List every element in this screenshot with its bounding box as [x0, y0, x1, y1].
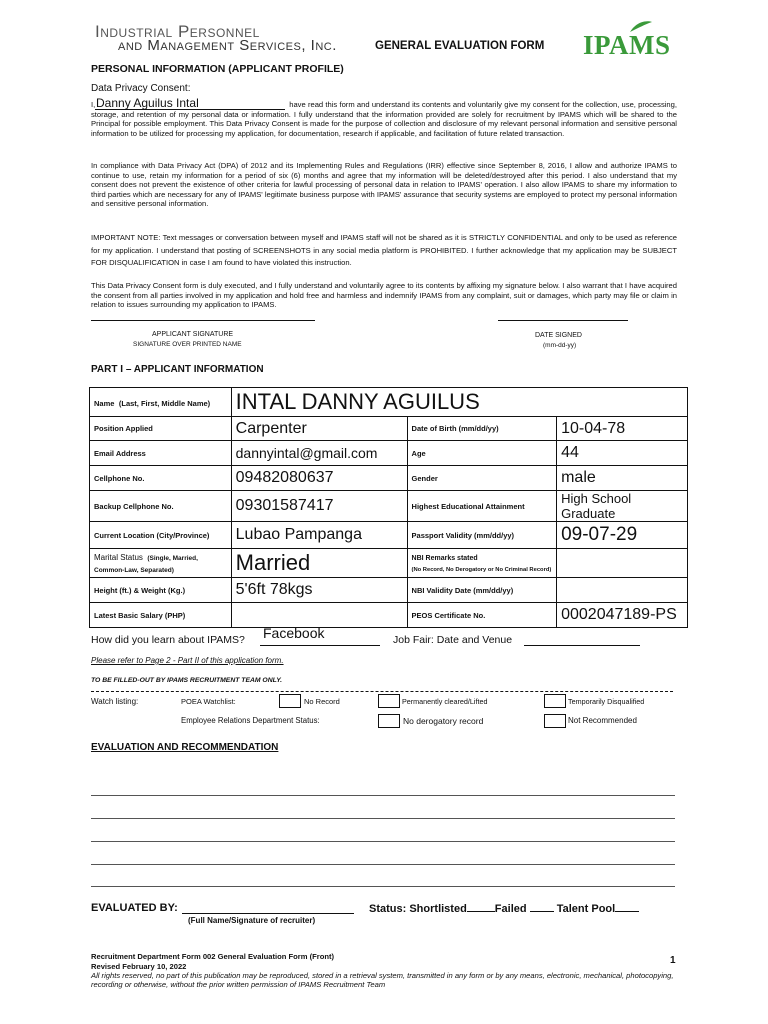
footer-rights: All rights reserved, no part of this publication may be reproduced, stored in a retrieval system, transmitted in any form or by any means, electronic, mechanical, photocopying, recording or otherwise, without the prior written permission of IPAMS Recruitment Team: [91, 971, 674, 989]
salary-label: Latest Basic Salary (PHP): [90, 603, 232, 628]
table-row: [90, 441, 688, 466]
page-number: 1: [670, 955, 676, 966]
education-field[interactable]: High School Graduate: [557, 491, 688, 522]
education-label: Highest Educational Attainment: [407, 491, 557, 522]
form-title: GENERAL EVALUATION FORM: [375, 40, 545, 52]
passport-label: Passport Validity (mm/dd/yy): [407, 522, 557, 549]
gender-field[interactable]: male: [557, 466, 688, 491]
name-hint: (Last, First, Middle Name): [118, 399, 211, 408]
no-derogatory-label: No derogatory record: [403, 716, 484, 726]
company-name-line2: and Management Services, Inc.: [118, 37, 337, 54]
email-label: Email Address: [90, 441, 232, 466]
backup-cellphone-label: Backup Cellphone No.: [90, 491, 232, 522]
gender-label: Gender: [407, 466, 557, 491]
learn-about-field[interactable]: Facebook: [263, 625, 325, 641]
table-row: [90, 417, 688, 441]
nbi-validity-field[interactable]: [557, 578, 688, 603]
evaluation-line-4[interactable]: [91, 864, 675, 865]
not-recommended-label: Not Recommended: [568, 716, 637, 725]
personal-info-heading: PERSONAL INFORMATION (APPLICANT PROFILE): [91, 63, 344, 75]
age-field[interactable]: 44: [557, 441, 688, 466]
height-weight-field[interactable]: 5'6ft 78kgs: [231, 578, 407, 603]
applicant-info-table: [89, 387, 688, 628]
permanently-cleared-checkbox[interactable]: [378, 694, 400, 708]
consent-label: Data Privacy Consent:: [91, 83, 191, 94]
consent-name: Danny Aguilus Intal: [96, 96, 199, 110]
dashed-divider: [91, 691, 673, 692]
recruitment-note: TO BE FILLED-OUT BY IPAMS RECRUITMENT TEAM ONLY.: [91, 677, 283, 684]
marital-field[interactable]: Married: [231, 549, 407, 578]
learn-about-label: How did you learn about IPAMS?: [91, 634, 245, 646]
evaluation-line-5[interactable]: [91, 886, 675, 887]
job-fair-label: Job Fair: Date and Venue: [393, 634, 513, 646]
learn-about-line[interactable]: [260, 645, 380, 646]
peos-field[interactable]: 0002047189-PS: [557, 603, 688, 628]
location-field[interactable]: Lubao Pampanga: [231, 522, 407, 549]
peos-label: PEOS Certificate No.: [407, 603, 557, 628]
dob-field[interactable]: 10-04-78: [557, 417, 688, 441]
table-row: [90, 466, 688, 491]
talent-pool-label: Talent Pool: [556, 903, 616, 915]
table-row: [90, 578, 688, 603]
location-label: Current Location (City/Province): [90, 522, 232, 549]
table-row: [90, 522, 688, 549]
failed-blank[interactable]: [530, 902, 554, 912]
failed-label: Failed: [494, 903, 527, 915]
important-note: IMPORTANT NOTE: Text messages or conversation between myself and IPAMS staff will not be shared as it is STRICTLY CONFIDENTIAL and only to be used as reference for my application. I understand that posting of SCREENSHOTS in any social media platform is PROHIBITED. I further acknowledge that my application may be SUBJECT FOR DISQUALIFICATION in case I am found to have violated this instruction.: [91, 233, 677, 267]
evaluation-line-2[interactable]: [91, 818, 675, 819]
consent-paragraph-2: In compliance with Data Privacy Act (DPA) of 2012 and its Implementing Rules and Regulations (IRR) effective since September 8, 2016, I allow and authorize IPAMS to continue to use, retain my information for a period of six (6) months and agree that my information will be deleted/destroyed after this period. I also understand that my consent does not prevent the existence of other criteria for lawful processing of personal data in relation to IPAMS' operation. I also allow IPAMS to share my information to third parties which are necessary for any of IPAMS' legitimate business purpose with IPAMS' assurance that security systems are employed to protect my personal information and sensitive personal information.: [91, 161, 677, 209]
marital-label-cell: [90, 549, 232, 578]
talent-pool-blank[interactable]: [615, 902, 639, 912]
not-recommended-checkbox[interactable]: [544, 714, 566, 728]
job-fair-line[interactable]: [524, 645, 640, 646]
name-field[interactable]: INTAL DANNY AGUILUS: [231, 388, 687, 417]
backup-cellphone-field[interactable]: 09301587417: [231, 491, 407, 522]
consent-paragraph-4: This Data Privacy Consent form is duly executed, and I fully understand and voluntarily agree to its contents by affixing my signature below. I also warrant that I have acquired the consent from all parties involved in my application and hold free and harmless and indemnify IPAMS from any complaint, suit or damages, which party may file or claim in relation to issues surrounding my application to IPAMS.: [91, 281, 677, 310]
nbi-remarks-label-cell: [407, 549, 557, 578]
footer-form-number: Recruitment Department Form 002 General Evaluation Form (Front): [91, 952, 335, 961]
no-record-checkbox[interactable]: [279, 694, 301, 708]
position-label: Position Applied: [90, 417, 232, 441]
evaluation-line-1[interactable]: [91, 795, 675, 796]
table-row: [90, 491, 688, 522]
evaluated-by-label: EVALUATED BY:: [91, 902, 178, 914]
nbi-remarks-label: NBI Remarks stated: [411, 555, 478, 562]
temporarily-disqualified-checkbox[interactable]: [544, 694, 566, 708]
table-row: [90, 603, 688, 628]
age-label: Age: [407, 441, 557, 466]
email-field[interactable]: dannyintal@gmail.com: [231, 441, 407, 466]
shortlisted-blank[interactable]: [467, 902, 495, 912]
ipams-logo: IPAMS: [583, 30, 671, 60]
poea-watchlist-label: POEA Watchlist:: [181, 697, 236, 706]
part1-heading: PART I – APPLICANT INFORMATION: [91, 364, 264, 375]
date-signed-label: DATE SIGNED: [535, 332, 582, 339]
shortlisted-label: Shortlisted: [409, 903, 467, 915]
nbi-remarks-field[interactable]: [557, 549, 688, 578]
nbi-remarks-hint: (No Record, No Derogatory or No Criminal Record): [411, 567, 552, 573]
name-label: Name: [94, 399, 115, 408]
no-record-label: No Record: [304, 697, 340, 706]
table-row: [90, 388, 688, 417]
evaluation-line-3[interactable]: [91, 841, 675, 842]
status-row: [369, 902, 639, 915]
permanently-cleared-label: Permanently cleared/Lifted: [402, 697, 488, 706]
nbi-validity-label: NBI Validity Date (mm/dd/yy): [407, 578, 557, 603]
cellphone-label: Cellphone No.: [90, 466, 232, 491]
erd-status-label: Employee Relations Department Status:: [181, 716, 320, 725]
marital-hint: (Single, Married, Common-Law, Separated): [94, 555, 198, 574]
cellphone-field[interactable]: 09482080637: [231, 466, 407, 491]
signature-label: APPLICANT SIGNATURE: [152, 331, 234, 338]
position-field[interactable]: Carpenter: [231, 417, 407, 441]
signature-line[interactable]: [91, 320, 315, 321]
evaluated-by-sublabel: (Full Name/Signature of recruiter): [188, 916, 316, 925]
date-signed-sublabel: (mm-dd-yy): [543, 342, 577, 349]
consent-lead: I,: [91, 100, 96, 109]
status-label: Status:: [369, 903, 407, 915]
no-derogatory-checkbox[interactable]: [378, 714, 400, 728]
passport-field[interactable]: 09-07-29: [557, 522, 688, 549]
date-signed-line[interactable]: [498, 320, 628, 321]
marital-label: Marital Status: [94, 553, 143, 562]
height-weight-label: Height (ft.) & Weight (Kg.): [90, 578, 232, 603]
watch-listing-label: Watch listing:: [91, 697, 139, 706]
company-name-line1: Industrial Personnel: [95, 22, 260, 41]
signature-sublabel: SIGNATURE OVER PRINTED NAME: [133, 341, 242, 348]
consent-para1-text: have read this form and understand its contents and voluntarily give my consent for the collection, use, processing, storage, and retention of my personal data or information. I fully understand that the information provided are solely for recruitment by IPAMS which will be shared to the Principal for possible employment. This Data Privacy Consent is made for the purpose of collection and disclosure of my relevant personal information and sensitive personal information to be utilized for processing my application, for documentation, research if applicable, and facilitation of future related transaction.: [91, 100, 677, 138]
salary-field[interactable]: [231, 603, 407, 628]
refer-note: Please refer to Page 2 - Part II of this application form.: [91, 656, 284, 665]
temporarily-disqualified-label: Temporarily Disqualified: [568, 697, 645, 706]
evaluated-by-line[interactable]: [182, 913, 354, 914]
evaluation-heading: EVALUATION AND RECOMMENDATION: [91, 742, 279, 753]
table-row: [90, 549, 688, 578]
dob-label: Date of Birth (mm/dd/yy): [407, 417, 557, 441]
name-label-cell: [90, 388, 232, 417]
footer-revised: Revised February 10, 2022: [91, 962, 187, 971]
